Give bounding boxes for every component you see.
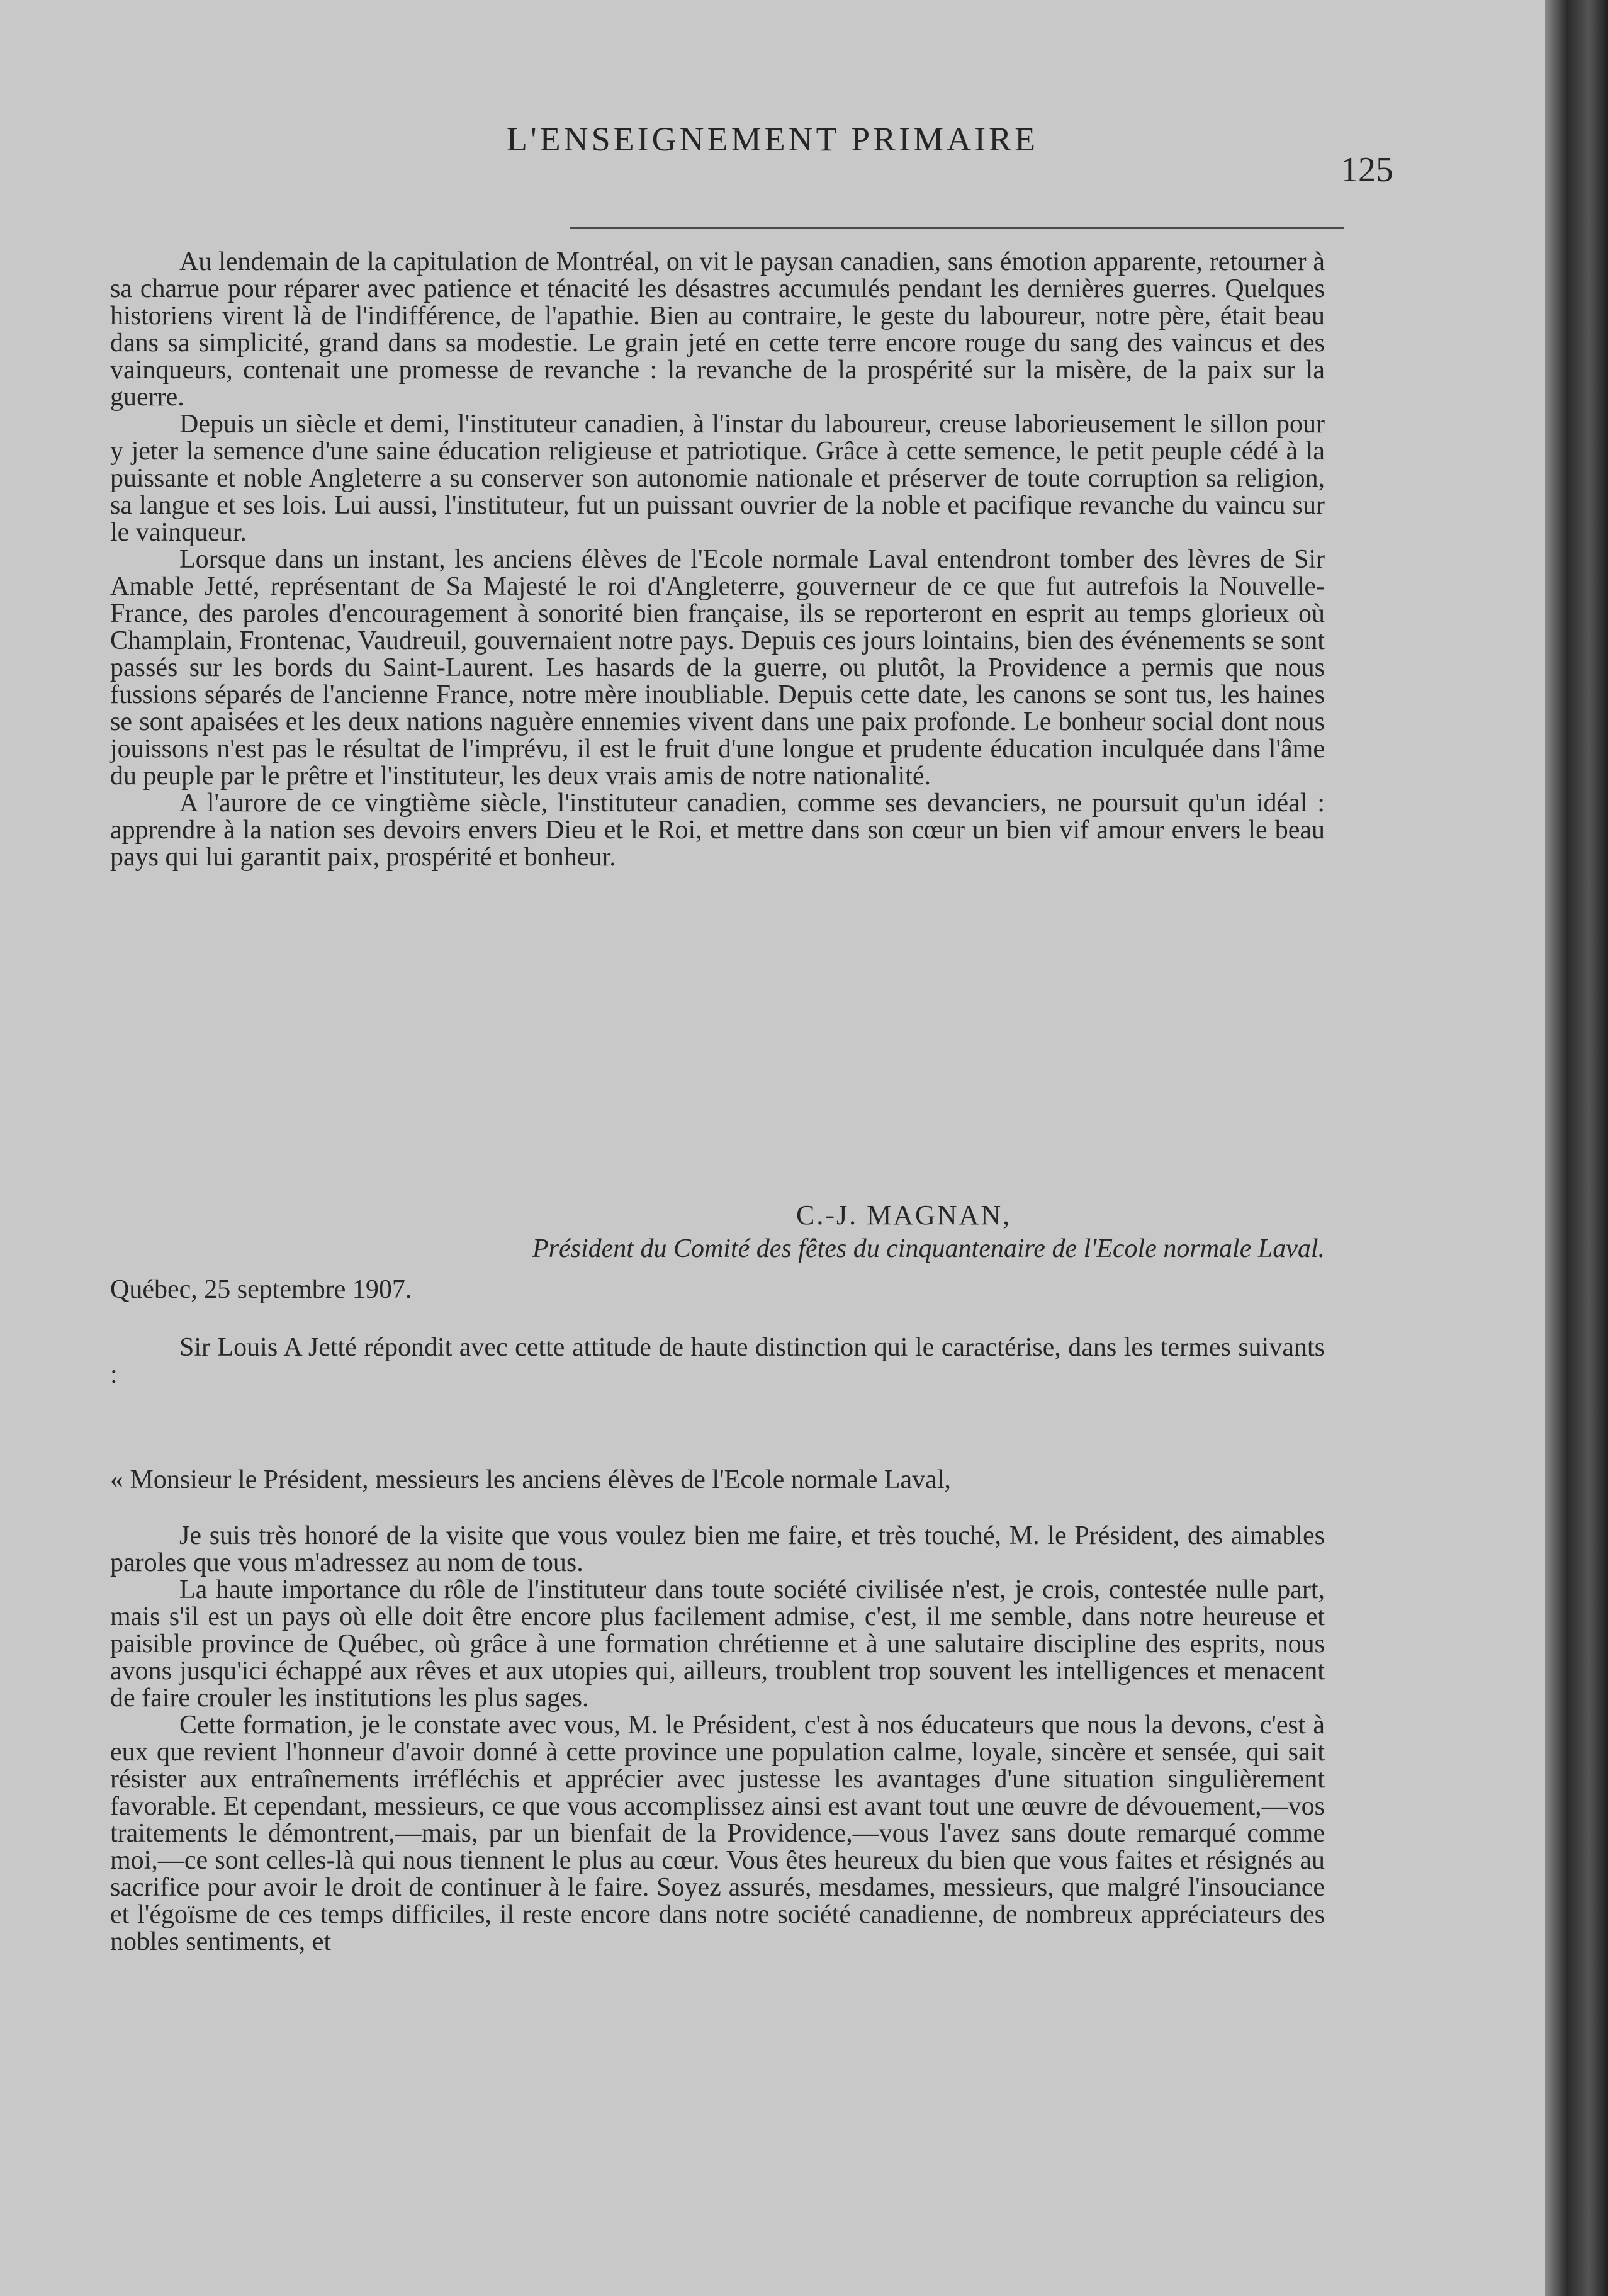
paragraph: La haute importance du rôle de l'instituteur dans toute société civilisée n'est, je crois, contestée nulle part, mais s'il est un pays où elle doit être encore plus facilement admise, c'est, il me semble, dans notre heureuse et paisible province de Québec, où grâce à une formation chrétienne et à une salutaire discipline des esprits, nous avons jusqu'ici échappé aux rêves et aux utopies qui, ailleurs, troublent trop souvent les intelligences et menacent de faire crouler les institutions les plus sages. <box>110 1575 1325 1713</box>
book-binding-edge <box>1545 0 1608 2296</box>
paragraph: Cette formation, je le constate avec vous, M. le Président, c'est à nos éducateurs que nous la devons, c'est à eux que revient l'honneur d'avoir donné à cette province une population calme, loyale, sincère et sensée, qui sait résister aux entraînements irréfléchis et apprécier avec justesse les avantages d'une situation singulièrement favorable. Et cependant, messieurs, ce que vous accomplissez ainsi est avant tout une œuvre de dévouement,—vos traitements le démontrent,—mais, par un bienfait de la Providence,—vous l'avez sans doute remarqué comme moi,—ce sont celles-là qui nous tiennent le plus au cœur. Vous êtes heureux du bien que vous faites et résignés au sacrifice pour avoir le droit de continuer à le faire. Soyez assurés, mesdames, messieurs, que malgré l'insouciance et l'égoïsme de ces temps difficiles, il reste encore dans notre société canadienne, de nombreux appréciateurs des nobles sentiments, et <box>110 1711 1325 1956</box>
paragraph: Sir Louis A Jetté répondit avec cette attitude de haute distinction qui le caractérise, dans les termes suivants : <box>110 1333 1325 1389</box>
paragraph: Lorsque dans un instant, les anciens élèves de l'Ecole normale Laval entendront tomber des lèvres de Sir Amable Jetté, représentant de Sa Majesté le roi d'Angleterre, gouverneur de ce que fut autrefois la Nouvelle-France, des paroles d'encouragement à sonorité bien française, ils se reporteront en esprit au temps glorieux où Champlain, Frontenac, Vaudreuil, gouvernaient notre pays. Depuis ces jours lointains, bien des événements se sont passés sur les bords du Saint-Laurent. Les hasards de la guerre, ou plutôt, la Providence a permis que nous fussions séparés de l'ancienne France, notre mère inoubliable. Depuis cette date, les canons se sont tus, les haines se sont apaisées et les deux nations naguère ennemies vivent dans une paix profonde. Le bonheur social dont nous jouissons n'est pas le résultat de l'imprévu, il est le fruit d'une longue et prudente éducation inculquée dans l'âme du peuple par le prêtre et l'instituteur, les deux vrais amis de notre nationalité. <box>110 545 1325 791</box>
speech-magnan <box>110 249 1325 871</box>
header-rule <box>570 227 1344 229</box>
salutation: « Monsieur le Président, messieurs les anciens élèves de l'Ecole normale Laval, <box>110 1465 951 1494</box>
paragraph: Au lendemain de la capitulation de Montréal, on vit le paysan canadien, sans émotion apparente, retourner à sa charrue pour réparer avec patience et ténacité les désastres accumulés pendant les dernières guerres. Quelques historiens virent là de l'indifférence, de l'apathie. Bien au contraire, le geste du laboureur, notre père, était beau dans sa simplicité, grand dans sa modestie. Le grain jeté en cette terre encore rouge du sang des vaincus et des vainqueurs, contenait une promesse de revanche : la revanche de la prospérité sur la misère, de la paix sur la guerre. <box>110 247 1325 412</box>
paragraph: Je suis très honoré de la visite que vous voulez bien me faire, et très touché, M. le Président, des aimables paroles que vous m'adressez au nom de tous. <box>110 1521 1325 1577</box>
paragraph: A l'aurore de ce vingtième siècle, l'instituteur canadien, comme ses devanciers, ne poursuit qu'un idéal : apprendre à la nation ses devoirs envers Dieu et le Roi, et mettre dans son cœur un bien vif amour envers le beau pays qui lui garantit paix, prospérité et bonheur. <box>110 789 1325 872</box>
reply-intro <box>110 1334 1325 1388</box>
signature-name: C.-J. MAGNAN, <box>796 1200 1012 1230</box>
signature-title: Président du Comité des fêtes du cinquantenaire de l'Ecole normale Laval. <box>532 1234 1325 1263</box>
signature-date: Québec, 25 septembre 1907. <box>110 1275 412 1304</box>
running-header: L'ENSEIGNEMENT PRIMAIRE <box>506 120 1039 158</box>
speech-jette <box>110 1466 1325 1956</box>
page-number: 125 <box>1341 150 1393 189</box>
paragraph: Depuis un siècle et demi, l'instituteur canadien, à l'instar du laboureur, creuse laborieusement le sillon pour y jeter la semence d'une saine éducation religieuse et patriotique. Grâce à cette semence, le petit peuple cédé à la puissante et noble Angleterre a su conserver son autonomie nationale et préserver de toute corruption sa religion, sa langue et ses lois. Lui aussi, l'instituteur, fut un puissant ouvrier de la noble et pacifique revanche du vaincu sur le vainqueur. <box>110 410 1325 547</box>
